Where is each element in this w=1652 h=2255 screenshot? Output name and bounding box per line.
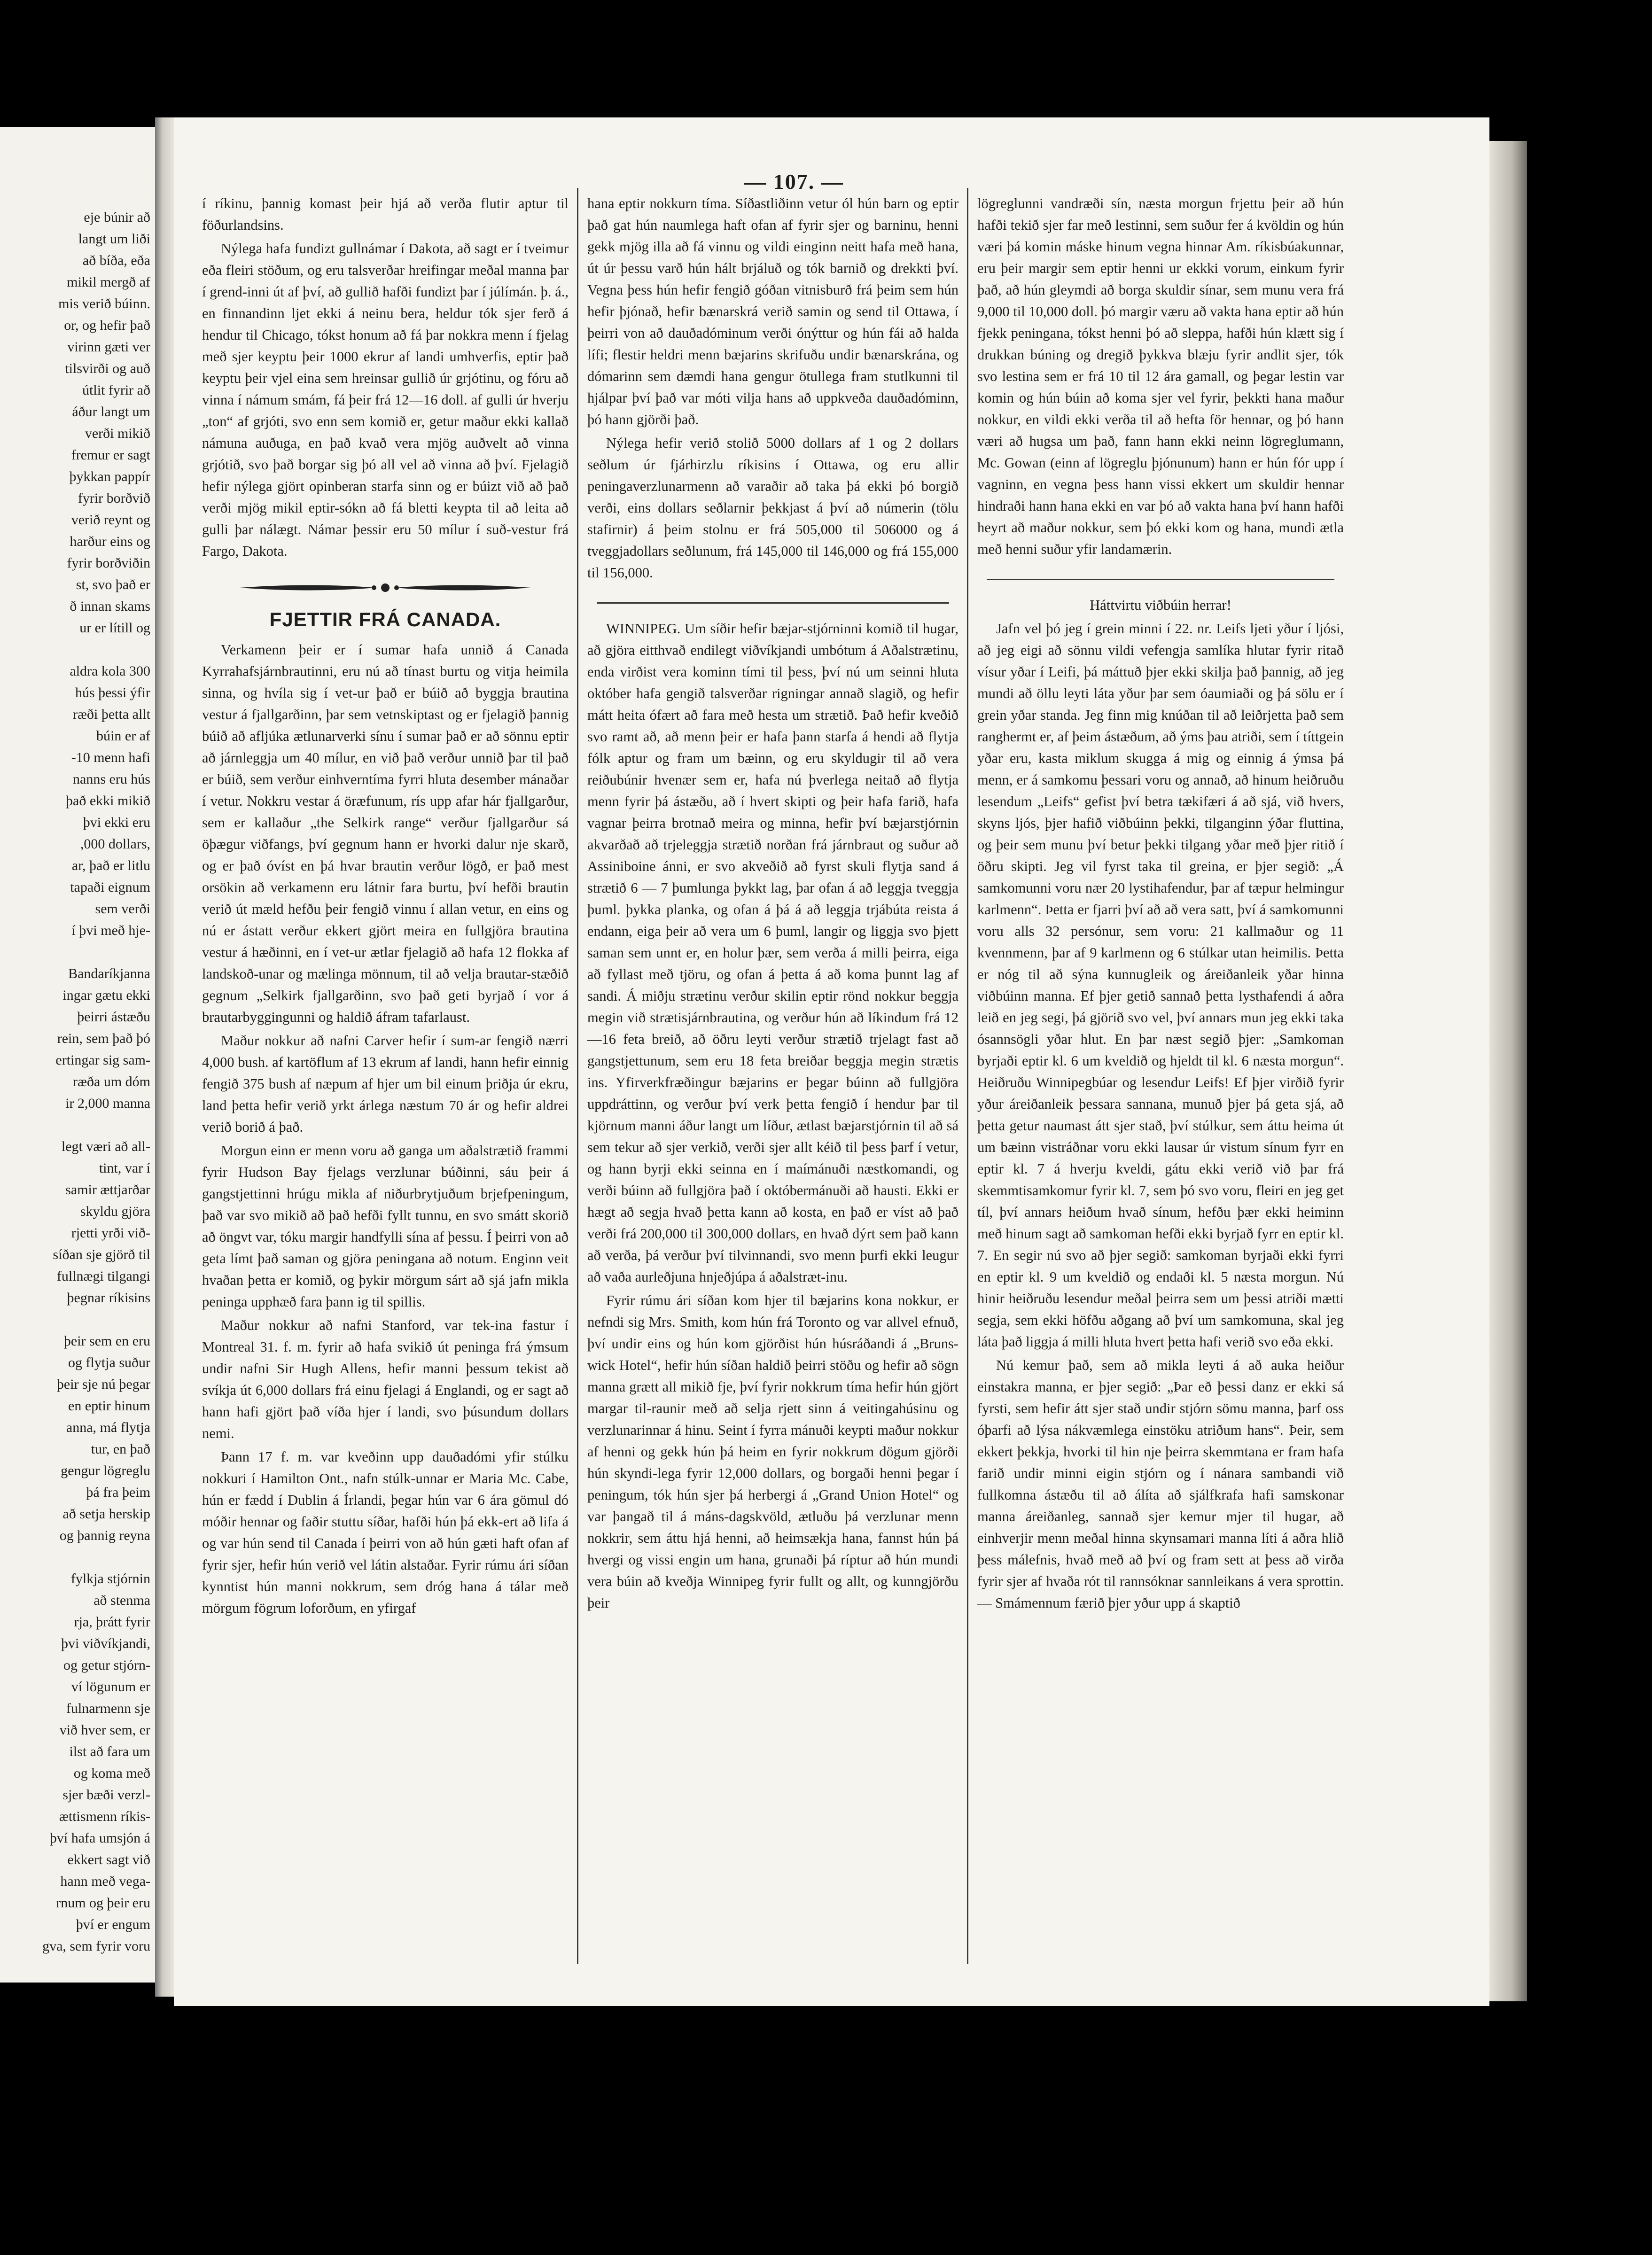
facing-page-line: rjetti yrði við-	[71, 1225, 150, 1241]
facing-page-line: áður langt um	[72, 404, 150, 420]
facing-page-line: ,000 dollars,	[80, 836, 150, 852]
facing-page-line: þá fra þeim	[86, 1485, 150, 1500]
section-divider	[987, 579, 1334, 580]
column-divider	[577, 188, 578, 1964]
article-paragraph: Nýlega hefir verið stolið 5000 dollars af 1 og 2 dollars seðlum úr fjárhirzlu ríkisins í Ottawa, og eru allir peningaverzlunarmenn að varaðir að taka þá ekki þó borgið verði, eins dollars seðlarnir þekkjast á því að númerin (tölu stafirnir) á þeim stolnu er frá 505,000 til 506000 og á tveggjadollars seðlunum, frá 145,000 til 146,000 og frá 155,000 til 156,000.	[587, 435, 958, 581]
facing-page-line: ekkert sagt við	[67, 1852, 150, 1867]
facing-page-line: ingar gætu ekki	[62, 988, 150, 1003]
facing-page-line: gva, sem fyrir voru	[42, 1938, 150, 1954]
facing-page-line: skyldu gjöra	[80, 1204, 150, 1219]
facing-page-line: langt um liði	[78, 231, 150, 247]
facing-page-line: fyrir borðviðin	[67, 555, 150, 571]
facing-page-line: að stenma	[94, 1593, 150, 1608]
facing-page-line	[0, 1309, 150, 1330]
facing-page-line: að setja herskip	[62, 1506, 150, 1522]
facing-page-line: ð innan skams	[70, 599, 150, 614]
page-gutter	[155, 117, 174, 1997]
facing-page-line: fremur er sagt	[71, 447, 150, 463]
facing-page-line: þykkan pappír	[69, 469, 150, 484]
facing-page-line: verið reynt og	[71, 512, 150, 528]
facing-page-line: þegnar ríkisins	[67, 1290, 150, 1306]
facing-page-line: rja, þrátt fyrir	[74, 1614, 150, 1630]
facing-page-line	[0, 639, 150, 661]
article-paragraph: lögreglunni vandræði sín, næsta morgun frjettu þeir að hún hafði tekið sjer far með lestinni, sem suður fer á kvöldin og hún væri þá komin máske hinum vegna hinnar Am. ríkisbúakunnar, eru þeir margir sem eptir henni ur ekkki vorum, einkum fyrir það, að hún gleymdi að borga skuldir sínar, sem munu vera frá 9,000 til 10,000 doll. þó margir væru að vakta hana eptir að hún fjekk peningana, tókst henni þó að sleppa, hafði hún klætt sig í drukkan búning og dregið þykkva blæju fyrir andlit sjer, tók svo lestina sem er frá 10 til 12 ára gamall, og þegar lestin var komin og hún búin að koma sjer vel fyrir, þekkti hana maður nokkur, en vildi ekki verða til að hefta för hennar, og þó hann væri að hugsa um það, fann hann ekki neinn lögreglumann, Mc. Gowan (einn af lögreglu þjónunum) hann er hún fór upp í vagninn, en vegna þess hann vissi ekkert um skuldir hennar hindraði hann hana ekki en var þó að vakta hana því hann hafði heyrt að maður nokkur, sem þó ekki kom og hana, mundi ætla með henni suður yfir landamærin.	[977, 195, 1344, 557]
facing-page-line: virinn gæti ver	[67, 339, 150, 355]
article-paragraph: WINNIPEG. Um síðir hefir bæjar-stjórninni komið til hugar, að gjöra eitthvað endilegt viðvíkjandi umbótum á Aðalstrætinu, enda virðist vera kominn tími til þess, því nú um seinni hluta október hafa gengið talsverðar rigningar annað slagið, og hefir mátt heita ófært að fara með hesta um strætið. Það hefir kveðið svo ramt að, að menn þeir er hafa þann starfa á hendi að flytja fólk aptur og fram um bæinn, og eru skyldugir til að vera reiðubúnir hvenær sem er, hafa nú þverlega neitað að flytja menn fyrir þá ástæðu, að í hvert skipti og þeir hafa farið, hafa vagnar þeirra brotnað meira og minna, hefir því bæjarstjórnin akvarðað að trjeleggja strætið norðan frá járnbraut og suður að Assiniboine ánni, er svo akveðið að fyrst skuli flytja sand á strætið 6 — 7 þumlunga þykkt lag, þar ofan á að leggja tveggja þuml. þykka planka, og ofan á þá á að leggja trjábúta reista á endann, eiga þeir að vera um 6 þuml, langir og liggja svo þjett saman sem unnt er, en holur þær, sem verða á milli þeirra, eiga að fyllast með tjöru, og ofan á þetta á að koma þunnt lag af sandi. Á miðju strætinu verður skilin eptir rönd nokkur beggja megin við strætisjárnbrautina, og verður hún að líkindum frá 12—16 feta breið, að öðru leyti verður strætið trjelagt fast að gangstjettunum, sem eru 18 feta breiðar beggja megin strætis ins. Yfirverkfræðingur bæjarins er þegar búinn að fullgjöra uppdráttinn, og verður því verk þetta fengið í hendur þar til kjörnum manni áður langt um líður, ætlast bæjarstjórnin til að sá sem tekur að sjer verkið, verði sjer allt kéið til þess þarf í vetur, og hann byrji ekki seinna en í maímánuði næstkomandi, og verði búinn að fullgjöra það í októbermánuði að hausti. Ekki er hægt að segja hvað þetta kann að kosta, en það er víst að það verði frá 200,000 til 300,000 dollars, en hvað dýrt sem það kann að verða, þá verður því tilvinnandi, svo menn þurfi ekki leugur að vaða aurleðjuna hnjeðjúpa á aðalstræt-inu.	[587, 621, 958, 1285]
article-paragraph: í ríkinu, þannig komast þeir hjá að verða flutir aptur til föðurlandsins.	[202, 195, 569, 233]
facing-page-line: ur er lítill og	[79, 620, 150, 636]
facing-page-line: legt væri að all-	[61, 1139, 150, 1154]
facing-page-line: fulnarmenn sje	[66, 1701, 150, 1716]
facing-page-line: Bandaríkjanna	[68, 966, 150, 981]
facing-page-line: ættismenn ríkis-	[59, 1809, 150, 1824]
facing-page-line: mis verið búinn.	[58, 296, 150, 311]
facing-page-line: aldra kola 300	[70, 663, 150, 679]
facing-page-line: harður eins og	[70, 534, 150, 549]
article-paragraph: Verkamenn þeir er í sumar hafa unnið á Canada Kyrrahafsjárnbrautinni, eru nú að tínast burtu og vitja heimila sinna, og hvíla sig í vet-ur það er búið að byggja brautina vestur á fjallgarðinn, þar sem vetnskiptast og er fjelagið þannig búið að afljúka ætlunarverki sínu í sumar það er að sönnu eptir að járnleggja um 40 mílur, en við það verður unnið þar til það er búið, sem verður einhverntíma fyrri hluta desember mánaðar í vetur. Nokkru vestar á öræfunum, rís upp afar hár fjallgarður, sem er kallaður „the Selkirk range“ verður fjallgarður sá öþægur viðfangs, því gegnum hann er hvorki dalur nje skarð, og er það óvíst en þá hvar brautin verður lögð, er það mest orsökin að verkamenn eru látnir fara burtu, því hefði brautin verið út mæld hefðu þeir fengið vinnu í allan vetur, en eins og nú er ástatt verður ekkert gjört meira en fullgjöra brautina vestur á hæðinni, en í vet-ur ætlar fjelagið að hafa 12 flokka af landskoð-unar og mælinga mönnum, til að velja brautar-stæðið gegnum „Selkirk fjallgarðinn, svo það geti byrjað í vor á brautarbyggingunni og haldið áfram tafarlaust.	[202, 642, 569, 1025]
facing-page-line: rnum og þeir eru	[56, 1895, 150, 1911]
facing-page-line: því er engum	[76, 1917, 150, 1932]
column-2	[587, 193, 958, 1978]
facing-page-line: því hafa umsjón á	[49, 1830, 150, 1846]
facing-page-line: við hver sem, er	[59, 1722, 150, 1738]
facing-page-line: ræða um dóm	[73, 1074, 150, 1089]
facing-page-line: sem verði	[95, 901, 150, 917]
facing-page-line: og koma með	[73, 1765, 150, 1781]
newspaper-page	[174, 117, 1489, 2006]
facing-page-line: tur, en það	[91, 1441, 150, 1457]
facing-page-line: ertingar sig sam-	[55, 1052, 150, 1068]
facing-page-line: ví lögunum er	[71, 1679, 150, 1695]
facing-page-line: ir 2,000 manna	[65, 1096, 150, 1111]
article-paragraph: Maður nokkur að nafni Stanford, var tek-ina fastur í Montreal 31. f. m. fyrir að hafa svikið út peninga frá ýmsum undir nafni Sir Hugh Allens, hefir manni þessum tekist að svíkja út 6,000 dollars frá einu fjelagi á Englandi, og er sagt að hann hafi gjört það víða hjer í landi, svo þúsundum dollars nemi.	[202, 1317, 569, 1441]
article-paragraph: Morgun einn er menn voru að ganga um aðalstrætið frammi fyrir Hudson Bay fjelags verzlunar búðinni, sáu þeir á gangstjettinni hrúgu mikla af niðurbrytjuðum brjefpeningum, það var svo mikið að það hefði fyllt tunnu, en svo smátt skorið að öngvt var, tóku margir handfylli sína af þessu. Í þeirri von að geta límt það saman og gjöra peningana að notum. Enginn veit hvaðan þetta er komið, og þykir mörgum sárt að sjá jafn mikla peninga upphæð fara þann ig til spillis.	[202, 1143, 569, 1310]
facing-page-line: hús þessi ýfir	[75, 685, 150, 700]
facing-page-line: í þvi með hje-	[71, 923, 150, 938]
facing-page-line: nanns eru hús	[73, 771, 150, 787]
section-divider	[597, 602, 949, 604]
facing-page-line: tilsvirði og auð	[65, 361, 150, 376]
letter-greeting: Háttvirtu viðbúin herrar!	[1090, 597, 1231, 613]
facing-page-line: or, og hefir það	[64, 318, 150, 333]
article-paragraph: Fyrir rúmu ári síðan kom hjer til bæjarins kona nokkur, er nefndi sig Mrs. Smith, kom hún frá Toronto og var allvel efnuð, því undir eins og hún kom gjörðist hún húsráðandi á „Bruns-wick Hotel“, hefir hún síðan haldið þeirri stöðu og hefir að sögn manna grætt all mikið fje, því fyrir nokkrum tíma hefir hún gjört margar til-raunir með að selja rjett sinn á veitingahúsinu og verzlunarinnar á hinu. Seint í fyrra mánuði keypti maður nokkur af henni og gekk hún þá heim en fyrir nokkrum dögum gjörði hún skyndi-lega fyrir 12,000 dollars, og borgaði henni þegar í peningum, tók hún sjer þá herbergi á „Grand Union Hotel“ og var þangað til á máns-dagskvöld, ætluðu þá verzlunar menn nokkrir, sem áttu hjá henni, að heimsækja hana, fannst hún þá hvergi og vissi engin um hana, grunaði þá ríptur að hún mundi vera búin að kveðja Winnipeg fyrir fullt og allt, og kunngjörðu þeir	[587, 1292, 958, 1611]
facing-page-line: ræði þetta allt	[73, 707, 150, 722]
facing-page-line: rein, sem það þó	[57, 1031, 150, 1046]
column-divider	[967, 188, 968, 1964]
facing-page-line: mikil mergð af	[67, 274, 150, 290]
facing-page-text	[0, 207, 155, 1954]
facing-page-line: ilst að fara um	[69, 1744, 150, 1759]
facing-page-line: þeir sje nú þegar	[56, 1376, 150, 1392]
facing-page-line: þvi ekki eru	[83, 815, 150, 830]
facing-page-line: það ekki mikið	[66, 793, 150, 809]
section-headline: FJETTIR FRÁ CANADA.	[269, 608, 501, 630]
facing-page-line: hann með vega-	[60, 1874, 150, 1889]
facing-page-line: anna, má flytja	[66, 1420, 150, 1435]
column-3	[977, 193, 1344, 1978]
facing-page-line: -10 menn hafi	[71, 750, 150, 765]
article-paragraph: Nú kemur það, sem að mikla leyti á að auka heiður einstakra manna, er þjer segið: „Þar eð þessi danz er ekki sá fyrsti, sem hefir átt sjer stað undir stjórn sömu manna, þarf oss óþarfi að lýsa nákvæmlega einstöku atriðum hans“. Þeir, sem ekkert þekkja, hvorki til hin nje þeirra skemmtana er fram hafa farið undir minni eigin stjórn og í nánara sambandi við fullkomna ástæðu til að álíta að sjálfkrafa hafi samskonar manna áreiðanleg, sannað sjer kemur mjer til hugar, að einhverjir menn meðal hinna skynsamari manna líti á aðra hlið þess málefnis, hvað með að því og fram sett at þess að virða fyrir sjer af hvaða rót til rannsóknar sannleikans á vera sprottin. — Smámennum færið þjer yður upp á skaptið	[977, 1357, 1344, 1611]
ornamental-divider	[235, 581, 536, 595]
facing-page-line: síðan sje gjörð til	[53, 1247, 150, 1262]
facing-page-line: st, svo það er	[76, 577, 150, 592]
facing-page-line: að bíða, eða	[82, 253, 150, 268]
article-paragraph: Þann 17 f. m. var kveðinn upp dauðadómi yfir stúlku nokkuri í Hamilton Ont., nafn stúlk-unnar er Maria Mc. Cabe, hún er fædd í Dublin á Írlandi, þegar hún var 6 ára gömul dó móðir hennar og faðir stuttu síðar, hafði hún þá ekk-ert að lifa á og var hún send til Canada í þeirri von að hún gæti haft ofan af fyrir sjer, hefir hún verið vel látin alstaðar. Fyrir rúmu ári síðan kynntist hún manni nokkrum, sem dróg hana á tálar með mörgum fögrum loforðum, en yfirgaf	[202, 1449, 569, 1616]
facing-page-line: tint, var í	[99, 1160, 150, 1176]
facing-page-line: þeirri ástæðu	[77, 1009, 150, 1025]
facing-page-line: sjer bæði verzl-	[62, 1787, 150, 1803]
page-number: — 107. —	[744, 170, 844, 194]
facing-page-line: búin er af	[96, 728, 150, 744]
page-edge-shadow	[1489, 141, 1527, 2001]
article-paragraph: Nýlega hafa fundizt gullnámar í Dakota, að sagt er í tveimur eða fleiri stöðum, og eru talsverðar hreifingar meðal manna þar í grend-inni út af því, að gullið hafði fundizt þar í júlímán. þ. á., en finnandinn ljet ekki á neinu bera, heldur tók sjer ferð á hendur til Chicago, tókst honum að fá þar nokkra menn í fjelag með sjer keyptu þeir 1000 ekrur af landi umhverfis, eptir það keyptu þeir vjel eina sem hreinsar gullið úr grjótinu, og fóru að vinna í námum smám, fá þeir frá 12—16 doll. af gulli úr hverju „ton“ af grjóti, svo enn sem komið er, getur maður ekki kallað námuna auðuga, en það kvað vera mjög auðvelt að vinna grjótið, svo það borgar sig þó all vel að vinna að því. Fjelagið hefir nýlega gjört opinberan starfa sinn og er búizt við að það verði mjög mikil eptir-sókn að fá bletti keypta til að leita að gulli þar nálægt. Námar þessir eru 50 mílur í suð-vestur frá Fargo, Dakota.	[202, 241, 569, 559]
facing-page-line	[0, 941, 150, 963]
facing-page-line: en eptir hinum	[68, 1398, 150, 1414]
facing-page-line: gengur lögreglu	[61, 1463, 150, 1478]
facing-page-line: þeir sem en eru	[63, 1333, 150, 1349]
article-paragraph: hana eptir nokkurn tíma. Síðastliðinn vetur ól hún barn og eptir það gat hún naumlega haft ofan af fyrir sjer og barninu, henni gekk mjög illa að fá vinnu og vildi einginn neitt hafa með hana, út úr þessu varð hún hált brjáluð og tók barnið og drekkti því. Vegna þess hún hefir fengið góðan vitnisburð frá þeim sem hún hefir þjónað, hefir bænarskrá verið samin og send til Ottawa, í þeirri von að dauðadóminum verði ónýttur og hún fái að halda lífi; flestir heldri menn bæjarins skrifuðu undir bænarskrána, og dómarinn sem dæmdi hana gengur ötullega fram stutlkunni til hjálpar því það var móti vilja hans að uppkveða dauðadóminn, þó hann gjörði það.	[587, 195, 958, 428]
facing-page-line	[0, 1114, 150, 1136]
facing-page-line: samir ættjarðar	[65, 1182, 150, 1197]
facing-page-line: og þannig reyna	[59, 1528, 150, 1543]
article-paragraph: Maður nokkur að nafni Carver hefir í sum-ar fengið nærri 4,000 bush. af kartöflum af 13 ekrum af landi, hann hefir einnig fengið 375 bush af næpum af hjer um bil einum þriðja úr ekru, land þetta hefir verið yrkt árlega næstum 70 ár og hefir aldrei verið borið á það.	[202, 1033, 569, 1135]
facing-page-line	[0, 1547, 150, 1568]
facing-page-line: ar, það er litlu	[71, 858, 150, 873]
facing-page-line: verði mikið	[85, 426, 150, 441]
facing-page-line: og getur stjórn-	[63, 1657, 150, 1673]
facing-page-line: þvi viðvíkjandi,	[61, 1636, 150, 1651]
facing-page-line: eje búnir að	[84, 210, 150, 225]
column-1	[202, 193, 569, 1978]
facing-page-line: og flytja suður	[68, 1355, 150, 1370]
facing-page-line: fullnægi tilgangi	[56, 1268, 150, 1284]
facing-page-line: tapaði eignum	[70, 879, 150, 895]
facing-page-line: fyrir borðvið	[78, 490, 150, 506]
facing-page-line: fylkja stjórnin	[70, 1571, 150, 1586]
article-paragraph: Jafn vel þó jeg í grein minni í 22. nr. Leifs ljeti yður í ljósi, að jeg eigi að sönnu vildi vefengja samlíka hlutar fyrir ritað vísur yðar í Leifi, þá máttuð þjer ekki skilja það þannig, að jeg mundi að öllu leyti láta yður þar sem óaumiaði og þá sölu er í grein yðar standa. Jeg finn mig knúðan til að leiðrjetta það sem ranghermt er, af þeim ástæðum, að ýms þau atriði, sem í títtgein yðar eru, kasta miklum skugga á mig og einnig á ýmsa þá menn, er á samkomu þessari voru og annað, að hinum heiðruðu lesendum „Leifs“ gefist því betra tækifæri á að sjá, við hvers, skyns ljós, þjer hafið viðbúinn þekki, tilganginn ýðar fluttina, og þeir sem munu því betur þekki tilgang yðar með þjer ritið í öðru skipti. Jeg vil fyrst taka til greina, er þjer segið: „Á samkomunni voru nær 20 lystihafendur, þar af tæpur helmingur karlmenn“. Þetta er fjarri því að að vera satt, því á samkomunni voru alls 32 persónur, sem voru: 21 kallmaður og 11 kvennmenn, þar af 9 karlmenn og 6 stúlkar utan heimilis. Þetta er nóg til að sýna kunnugleik og áreiðanleik yðar hinna viðbúinn manna. Ef þjer getið sannað þetta lysthafendi á aðra leið en jeg segi, þá gjörið svo vel, því annars mun jeg ekki taka ósannsögli yðar hlut. En þar næst segið þjer: „Samkoman byrjaði eptir kl. 6 um kveldið og hjeldt til kl. 6 næsta morgun“. Heiðruðu Winnipegbúar og lesendur Leifs! Ef þjer virðið fyrir yður áreiðanleik þessara sannana, munuð þjer þá geta sjá, að þetta getur naumast átt sjer stað, því stúlkur, sem áttu heima út um bæinn vistráðnar voru ekki lausar úr vistum sínum fyrr en eptir kl. 7 á hverju kveldi, gátu ekki verið við þar frá skemmtisamkomur fyrir kl. 7, sem þó svo voru, fleiri en jeg get tíl, því annars heiðum hvað sínum, hefðu þær ekki heiminn með hinum sagt að samkoman hefði ekki byrjað fyrr en eptir kl. 7. En segir nú svo að þjer segið: samkoman byrjaði ekki fyrri en eptir kl. 9 um kveldið og endaði kl. 5 næsta morgun. Nú hinir heiðruðu lesendur meðal þeirra sem um þessi atriði mætti segja, sem ekki höfðu aðgang að því um samkomuna, skal jeg láta það liggja á milli hluta hvert þetta hafi verið svo eða ekki.	[977, 621, 1344, 1350]
facing-page-line: útlit fyrir að	[82, 382, 150, 398]
facing-page-left	[0, 127, 155, 1983]
